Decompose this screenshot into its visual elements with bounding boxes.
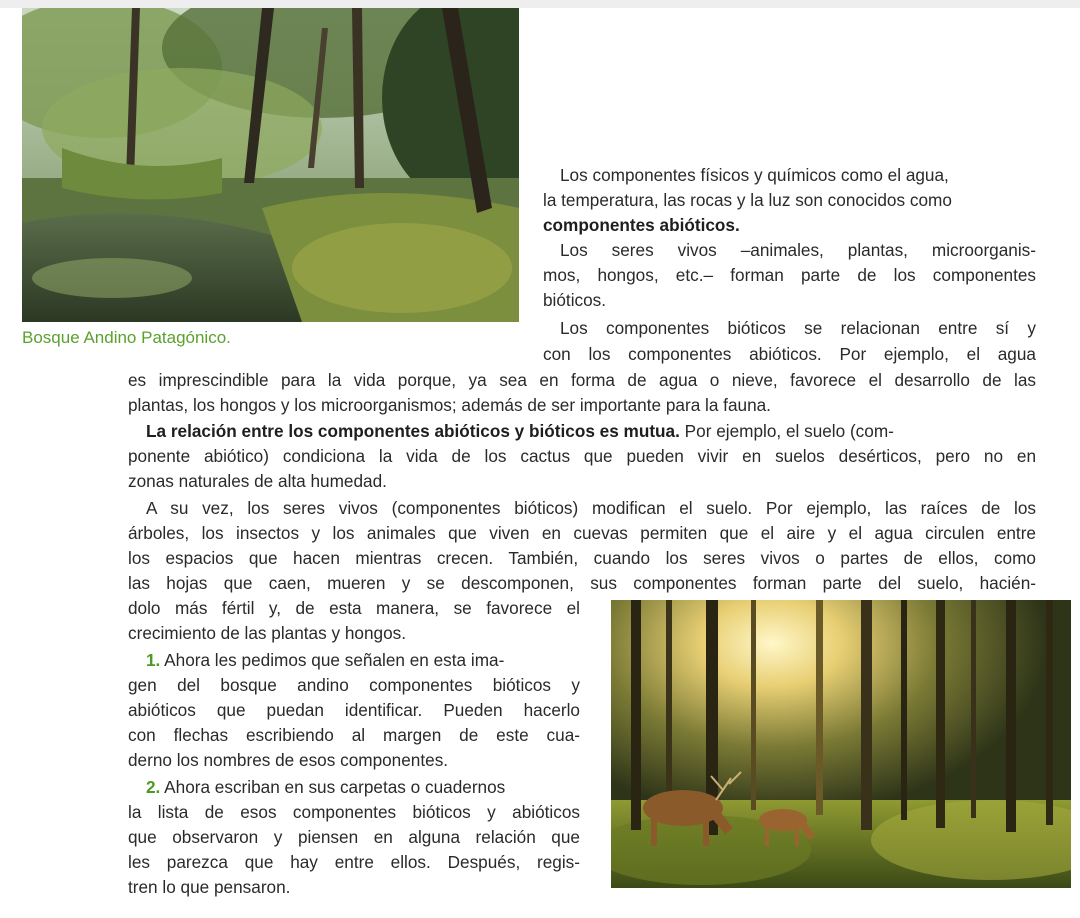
top-strip xyxy=(0,0,1080,8)
text-span: Ahora escriban en sus carpetas o cuadernos xyxy=(160,777,506,797)
text-line: zonas naturales de alta humedad. xyxy=(128,471,387,491)
text-line: Los componentes bióticos se relacionan entre sí y xyxy=(560,318,1036,338)
activity-number: 1. xyxy=(146,650,161,670)
text-line xyxy=(146,419,894,444)
text-line: Los seres vivos –animales, plantas, microorganis- xyxy=(560,240,1036,260)
text-line: mos, hongos, etc.– forman parte de los componentes xyxy=(543,265,1036,285)
bold-term: componentes abióticos. xyxy=(543,215,740,235)
activity-2 xyxy=(146,775,505,800)
activity-number: 2. xyxy=(146,777,161,797)
text-span: Por ejemplo, el suelo (com- xyxy=(679,421,894,441)
deer-forest-photo xyxy=(611,600,1071,888)
forest-photo xyxy=(22,8,519,322)
activity-1 xyxy=(146,648,504,673)
text-line: Los componentes físicos y químicos como el agua, xyxy=(560,165,949,185)
text-line: las hojas que caen, mueren y se descomponen, sus componentes forman parte del suelo, hacién- xyxy=(128,573,1036,593)
text-line: dolo más fértil y, de esta manera, se favorece el xyxy=(128,598,580,618)
text-line: ponente abiótico) condiciona la vida de los cactus que pueden vivir en suelos desérticos, pero no en xyxy=(128,446,1036,466)
text-line: les parezca que hay entre ellos. Después, regis- xyxy=(128,852,580,872)
text-line: que observaron y piensen en alguna relación que xyxy=(128,827,580,847)
text-line: derno los nombres de esos componentes. xyxy=(128,750,449,770)
text-line xyxy=(543,213,740,238)
text-line: la temperatura, las rocas y la luz son conocidos como xyxy=(543,190,952,210)
text-line: crecimiento de las plantas y hongos. xyxy=(128,623,407,643)
text-line: A su vez, los seres vivos (componentes bióticos) modifican el suelo. Por ejemplo, las raíces de los xyxy=(146,498,1036,518)
text-line: con los componentes abióticos. Por ejemplo, el agua xyxy=(543,344,1036,364)
text-line: los espacios que hacen mientras crecen. También, cuando los seres vivos o partes de ellos, como xyxy=(128,548,1036,568)
text-line: abióticos que puedan identificar. Pueden hacerlo xyxy=(128,700,580,720)
text-line: con flechas escribiendo al margen de este cua- xyxy=(128,725,580,745)
text-span: Ahora les pedimos que señalen en esta ima- xyxy=(160,650,505,670)
photo-caption: Bosque Andino Patagónico. xyxy=(22,328,231,347)
text-line: plantas, los hongos y los microorganismos; además de ser importante para la fauna. xyxy=(128,395,771,415)
bold-statement: La relación entre los componentes abióticos y bióticos es mutua. xyxy=(146,421,680,441)
text-line: gen del bosque andino componentes bióticos y xyxy=(128,675,580,695)
text-line: es imprescindible para la vida porque, ya sea en forma de agua o nieve, favorece el desarrollo de las xyxy=(128,370,1036,390)
text-line: bióticos. xyxy=(543,290,607,310)
text-line: árboles, los insectos y los animales que viven en cuevas permiten que el aire y el agua circulen entre xyxy=(128,523,1036,543)
text-line: tren lo que pensaron. xyxy=(128,877,291,897)
text-line: la lista de esos componentes bióticos y abióticos xyxy=(128,802,580,822)
